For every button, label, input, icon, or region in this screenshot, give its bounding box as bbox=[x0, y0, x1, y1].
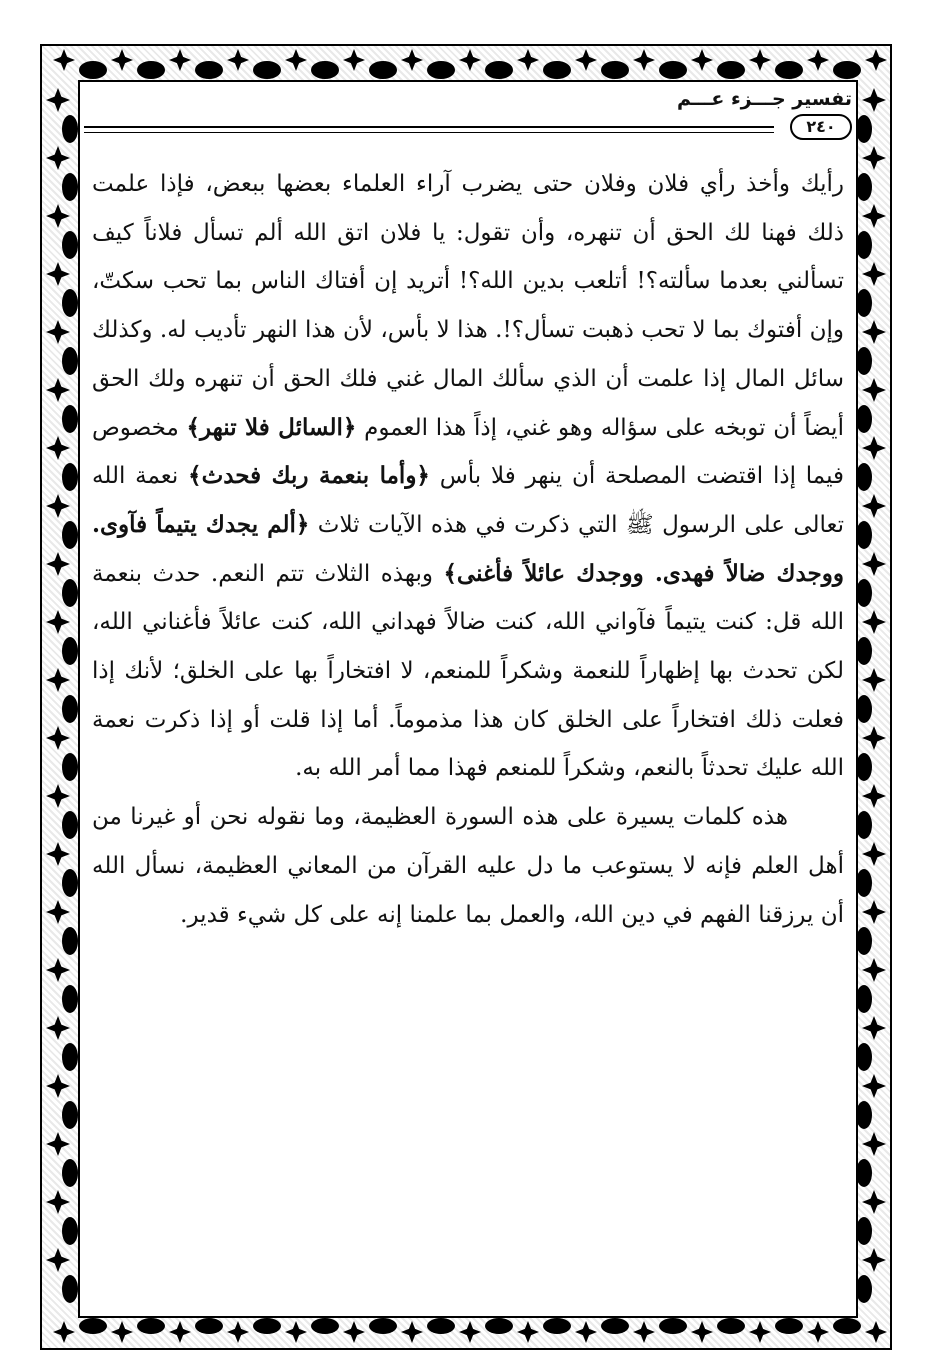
page-header bbox=[84, 84, 852, 148]
text-segment: نعمة الله تعالى على الرسول ﷺ التي ذكرت في هذه الآيات ثلاث bbox=[92, 463, 845, 538]
quran-verse: ﴿السائل فلا تنهر﴾ bbox=[186, 413, 357, 441]
text-segment: هذه كلمات يسيرة على هذه السورة العظيمة، وما نقوله نحن أو غيرنا من أهل العلم فإنه لا يستوعب ما دل عليه القرآن من المعاني العظيمة، نسأل الله أن يرزقنا الفهم في دين الله، والعمل بما علمنا إنه على كل شيء قدير. bbox=[92, 804, 844, 928]
quran-verse: ﴿وأما بنعمة ربك فحدث﴾ bbox=[188, 462, 430, 490]
text-segment: وبهذه الثلاث تتم النعم. حدث بنعمة الله قل: كنت يتيماً فآواني الله، كنت ضالاً فهداني الله، كنت عائلاً فأغناني الله، لكن تحدث بها إظهاراً للنعمة وشكراً للمنعم، لا افتخاراً بها على الخلق؛ لأنك إذا فعلت ذلك افتخاراً على الخلق كان هذا مذموماً. أما إذا قلت أو إذا ذكرت نعمة الله عليك تحدثاً بالنعم، وشكراً للمنعم فهذا مما أمر الله به. bbox=[92, 560, 844, 782]
border-ornament-bottom-icon bbox=[44, 1318, 888, 1348]
text-segment: مخصوص فيما إذا اقتضت المصلحة أن ينهر فلا بأس bbox=[92, 414, 845, 490]
paragraph bbox=[92, 793, 844, 939]
paragraph bbox=[92, 160, 844, 793]
border-ornament-top-icon bbox=[44, 46, 888, 80]
page-number-badge: ٢٤٠ bbox=[790, 114, 852, 140]
border-ornament-right-icon bbox=[858, 80, 890, 1318]
header-divider bbox=[84, 126, 774, 133]
running-title: تفسير جـــزء عـــم bbox=[676, 88, 852, 110]
text-segment: رأيك وأخذ رأي فلان وفلان حتى يضرب آراء العلماء بعضها ببعض، فإذا علمت ذلك فهنا لك الحق أن تنهره، وأن تقول: يا فلان اتق الله ألم تسأل فلاناً كيف تسألني بعدما سألته؟! أتلعب بدين الله؟! أتريد إن أفتاك الناس بما تحب سكتّ، وإن أفتوك بما لا تحب ذهبت تسأل؟!. هذا لا بأس، لأن هذا النهر تأديب له. وكذلك سائل المال إذا علمت أن الذي سألك المال غني فلك الحق أن تنهره ولك الحق أيضاً أن توبخه على سؤاله وهو غني، إذاً هذا العموم bbox=[92, 171, 844, 441]
body-text bbox=[92, 160, 844, 939]
border-ornament-left-icon bbox=[42, 80, 78, 1318]
quran-verse: ﴿ألم يجدك يتيماً فآوى. ووجدك ضالاً فهدى. ووجدك عائلاً فأغنى﴾ bbox=[92, 510, 844, 587]
